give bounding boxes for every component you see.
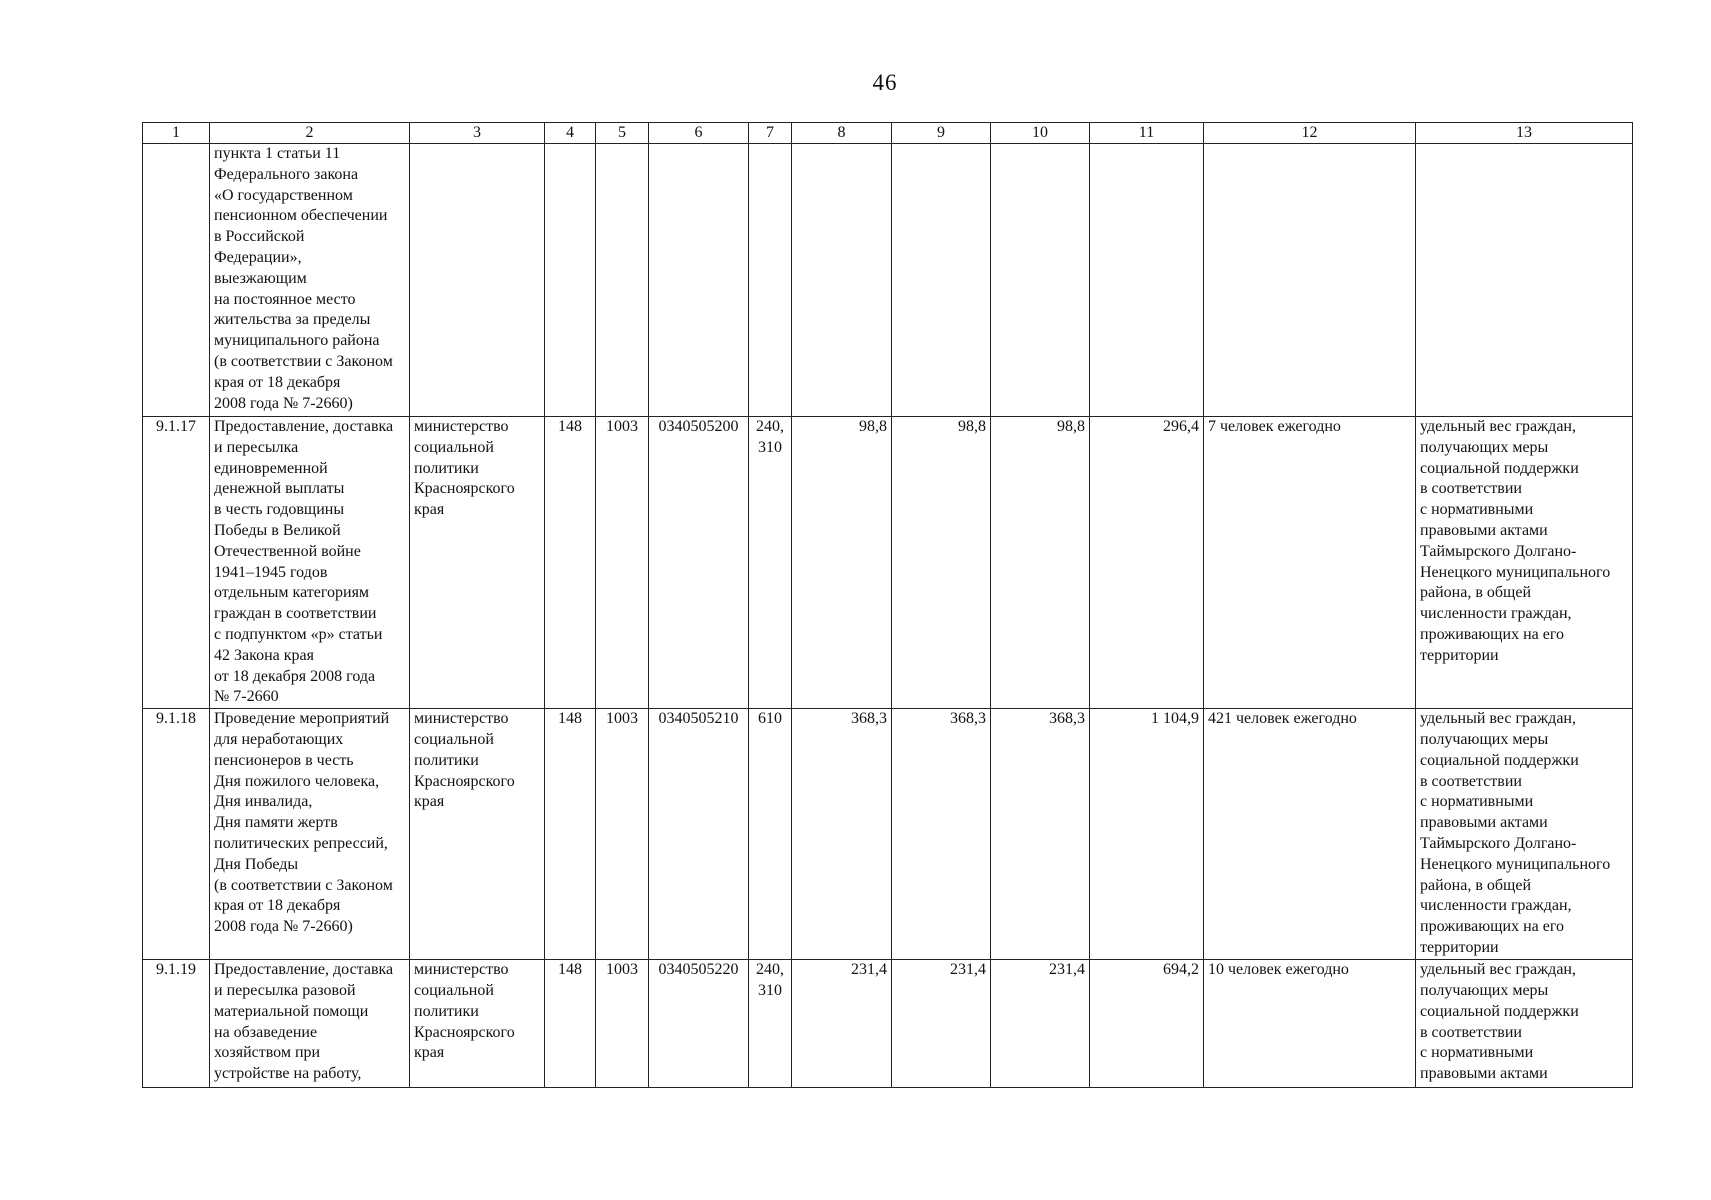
total-value: 1 104,9 xyxy=(1090,709,1204,960)
header-cell-5: 5 xyxy=(596,123,649,144)
target-article-code: 0340505220 xyxy=(649,960,749,1088)
header-cell-6: 6 xyxy=(649,123,749,144)
row-number: 9.1.17 xyxy=(143,417,210,709)
target-indicator: удельный вес граждан, получающих меры социальной поддержки в соответствии с нормативными правовыми актами Таймырского Долгано- Ненецкого муниципального района, в общей численности граждан, проживающих на его территории xyxy=(1416,417,1633,709)
value-year-2: 368,3 xyxy=(892,709,991,960)
expense-type-code: 240, 310 xyxy=(749,417,792,709)
section-code: 1003 xyxy=(596,709,649,960)
value-year-1: 231,4 xyxy=(792,960,892,1088)
table-row xyxy=(143,960,1633,1088)
target-article-code: 0340505210 xyxy=(649,709,749,960)
measure-name: Предоставление, доставка и пересылка разовой материальной помощи на обзаведение хозяйством при устройстве на работу, xyxy=(210,960,410,1088)
grbs-code: 148 xyxy=(545,417,596,709)
responsible-executor xyxy=(410,144,545,417)
program-measures-table xyxy=(142,122,1633,1088)
section-code xyxy=(596,144,649,417)
target-indicator: удельный вес граждан, получающих меры социальной поддержки в соответствии с нормативными правовыми актами Таймырского Долгано- Ненецкого муниципального района, в общей численности граждан, проживающих на его территории xyxy=(1416,709,1633,960)
grbs-code xyxy=(545,144,596,417)
value-year-1: 98,8 xyxy=(792,417,892,709)
expected-result xyxy=(1204,144,1416,417)
total-value xyxy=(1090,144,1204,417)
row-number: 9.1.19 xyxy=(143,960,210,1088)
expected-result: 7 человек ежегодно xyxy=(1204,417,1416,709)
row-number xyxy=(143,144,210,417)
grbs-code: 148 xyxy=(545,960,596,1088)
measure-name: Предоставление, доставка и пересылка единовременной денежной выплаты в честь годовщины Победы в Великой Отечественной войне 1941–1945 годов отдельным категориям граждан в соответствии с подпунктом «р» статьи 42 Закона края от 18 декабря 2008 года № 7-2660 xyxy=(210,417,410,709)
header-cell-2: 2 xyxy=(210,123,410,144)
responsible-executor: министерство социальной политики Красноярского края xyxy=(410,417,545,709)
header-cell-13: 13 xyxy=(1416,123,1633,144)
value-year-2 xyxy=(892,144,991,417)
table-body xyxy=(143,123,1633,1088)
responsible-executor: министерство социальной политики Красноярского края xyxy=(410,960,545,1088)
header-cell-4: 4 xyxy=(545,123,596,144)
target-indicator xyxy=(1416,144,1633,417)
value-year-2: 231,4 xyxy=(892,960,991,1088)
header-cell-1: 1 xyxy=(143,123,210,144)
value-year-1 xyxy=(792,144,892,417)
section-code: 1003 xyxy=(596,417,649,709)
table-row xyxy=(143,709,1633,960)
grbs-code: 148 xyxy=(545,709,596,960)
header-cell-8: 8 xyxy=(792,123,892,144)
header-cell-12: 12 xyxy=(1204,123,1416,144)
expense-type-code: 240, 310 xyxy=(749,960,792,1088)
measure-name: пункта 1 статьи 11 Федерального закона «О государственном пенсионном обеспечении в Российской Федерации», выезжающим на постоянное место жительства за пределы муниципального района (в соответствии с Законом края от 18 декабря 2008 года № 7-2660) xyxy=(210,144,410,417)
responsible-executor: министерство социальной политики Красноярского края xyxy=(410,709,545,960)
page-number: 46 xyxy=(872,70,898,95)
measure-name: Проведение мероприятий для неработающих пенсионеров в честь Дня пожилого человека, Дня инвалида, Дня памяти жертв политических репрессий, Дня Победы (в соответствии с Законом края от 18 декабря 2008 года № 7-2660) xyxy=(210,709,410,960)
value-year-2: 98,8 xyxy=(892,417,991,709)
value-year-3: 98,8 xyxy=(991,417,1090,709)
header-cell-11: 11 xyxy=(1090,123,1204,144)
expense-type-code: 610 xyxy=(749,709,792,960)
table-row xyxy=(143,417,1633,709)
value-year-3: 231,4 xyxy=(991,960,1090,1088)
header-cell-10: 10 xyxy=(991,123,1090,144)
value-year-3: 368,3 xyxy=(991,709,1090,960)
value-year-1: 368,3 xyxy=(792,709,892,960)
target-indicator: удельный вес граждан, получающих меры социальной поддержки в соответствии с нормативными правовыми актами xyxy=(1416,960,1633,1088)
expense-type-code xyxy=(749,144,792,417)
section-code: 1003 xyxy=(596,960,649,1088)
expected-result: 10 человек ежегодно xyxy=(1204,960,1416,1088)
value-year-3 xyxy=(991,144,1090,417)
header-cell-3: 3 xyxy=(410,123,545,144)
target-article-code xyxy=(649,144,749,417)
total-value: 296,4 xyxy=(1090,417,1204,709)
table-row xyxy=(143,144,1633,417)
expected-result: 421 человек ежегодно xyxy=(1204,709,1416,960)
row-number: 9.1.18 xyxy=(143,709,210,960)
header-row xyxy=(143,123,1633,144)
header-cell-9: 9 xyxy=(892,123,991,144)
total-value: 694,2 xyxy=(1090,960,1204,1088)
target-article-code: 0340505200 xyxy=(649,417,749,709)
header-cell-7: 7 xyxy=(749,123,792,144)
